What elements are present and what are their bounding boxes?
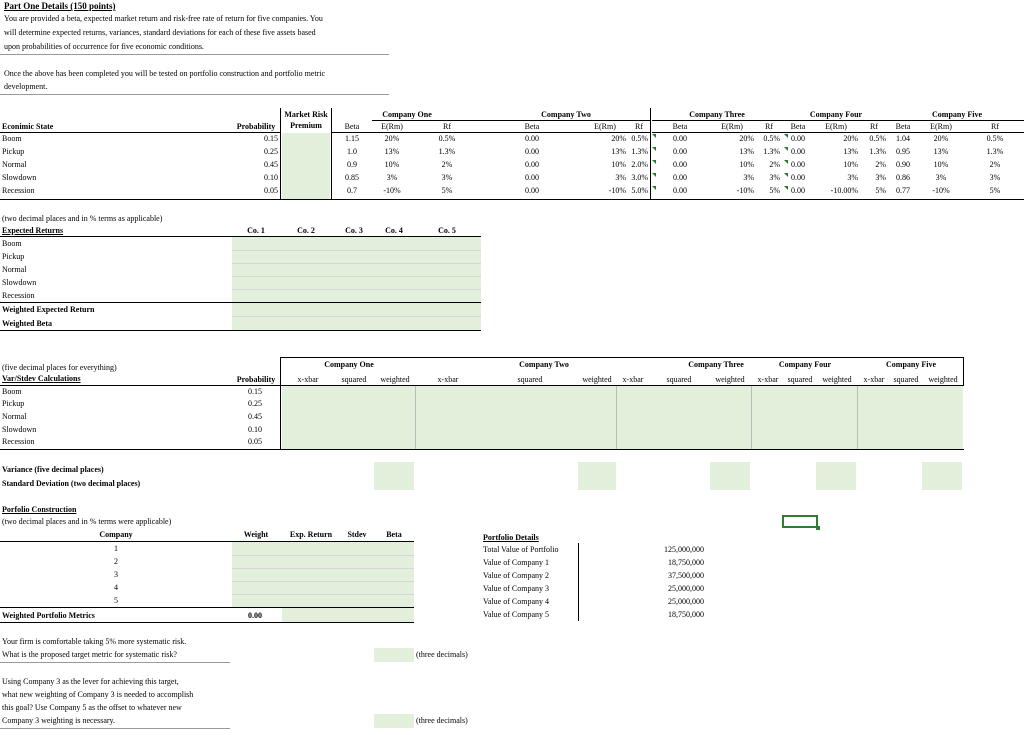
erm-sub: E(Rm) [930, 122, 952, 131]
c1-rf: 0.5% [438, 134, 456, 143]
company-four-header: Company Four [778, 360, 832, 369]
company-three-header: Company Three [688, 360, 744, 369]
detail-label: Total Value of Portfolio [483, 545, 559, 554]
probability-header: Probability [236, 375, 276, 384]
c2-rf: 2.0% [631, 160, 648, 169]
question-line: Your firm is comfortable taking 5% more systematic risk. [2, 637, 187, 646]
col-co5: Co. 5 [438, 226, 456, 235]
rf-sub: Rf [635, 122, 643, 131]
company-five-header: Company Five [886, 360, 936, 369]
rule [482, 120, 650, 121]
company-number: 2 [114, 557, 118, 566]
intro-line: development. [4, 82, 48, 91]
detail-value: 125,000,000 [664, 545, 704, 554]
c5-beta: 0.95 [896, 147, 910, 156]
exp-return-header: Exp. Return [289, 530, 333, 539]
xbar-sub: x-xbar [437, 375, 459, 384]
squared-sub: squared [666, 375, 692, 384]
answer-note: (three decimals) [416, 650, 468, 659]
c3-erm: 10% [739, 160, 754, 169]
c1-erm: 10% [384, 160, 400, 169]
state-label: Pickup [2, 147, 25, 156]
c4-beta: 0.00 [791, 186, 805, 195]
gridline [232, 594, 414, 595]
question-line: Company 3 weighting is necessary. [2, 716, 116, 725]
detail-label: Value of Company 4 [483, 597, 549, 606]
company-number: 1 [114, 544, 118, 553]
company3-weight-answer-cell[interactable] [374, 714, 414, 728]
col-co4: Co. 4 [385, 226, 403, 235]
prob-value: 0.05 [264, 186, 278, 195]
c3-erm: 3% [743, 173, 754, 182]
gridline [232, 316, 481, 317]
error-indicator-icon [784, 173, 788, 177]
erm-sub: E(Rm) [721, 122, 743, 131]
c1-beta: 1.15 [345, 134, 359, 143]
erm-sub: E(Rm) [825, 122, 847, 131]
c5-beta: 1.04 [896, 134, 910, 143]
state-header: Econimic State [2, 122, 54, 131]
c4-beta: 0.00 [791, 173, 805, 182]
detail-value: 25,000,000 [668, 597, 704, 606]
c4-beta: 0.00 [791, 160, 805, 169]
variance-cell-c5[interactable] [922, 462, 962, 490]
c2-rf: 1.3% [631, 147, 648, 156]
stdev-label: Standard Deviation (two decimal places) [2, 479, 141, 488]
row-label: Pickup [2, 252, 25, 261]
gridline [232, 276, 481, 277]
c2-beta: 0.00 [525, 134, 539, 143]
c1-rf: 5% [441, 186, 453, 195]
company-number: 3 [114, 570, 118, 579]
c4-beta: 0.00 [791, 147, 805, 156]
question-line: What is the proposed target metric for systematic risk? [2, 650, 177, 659]
intro-line: Once the above has been completed you will be tested on portfolio construction and portfolio metric [4, 69, 326, 78]
weighted-sub: weighted [715, 375, 745, 384]
error-indicator-icon [784, 147, 788, 151]
market-risk-label: Market Risk [284, 110, 328, 119]
rf-sub: Rf [443, 122, 451, 131]
intro-line: will determine expected returns, variances, standard deviations for each of these five assets based [4, 28, 316, 37]
prob-value: 0.15 [248, 387, 262, 396]
detail-label: Value of Company 5 [483, 610, 549, 619]
company-one-header: Company One [382, 110, 432, 119]
c1-beta: 0.7 [347, 186, 357, 195]
row-label: Normal [2, 265, 27, 274]
beta-sub: Beta [344, 122, 360, 131]
rule [751, 386, 752, 449]
row-label: Boom [2, 239, 22, 248]
c2-erm: 3% [615, 173, 626, 182]
gridline [232, 555, 414, 556]
error-indicator-icon [652, 134, 656, 138]
gridline [232, 250, 481, 251]
prob-value: 0.15 [264, 134, 278, 143]
c4-erm: 3% [847, 173, 858, 182]
var-stdev-heading: Var/Stdev Calculations [2, 374, 81, 383]
rule [0, 302, 481, 303]
row-label: Recession [2, 291, 35, 300]
c2-erm: 10% [611, 160, 626, 169]
prob-value: 0.25 [264, 147, 278, 156]
error-indicator-icon [652, 160, 656, 164]
error-indicator-icon [784, 160, 788, 164]
weighted-expected-return-label: Weighted Expected Return [2, 305, 95, 314]
company-two-header: Company Two [541, 110, 591, 119]
gridline [232, 263, 481, 264]
expected-returns-heading: Expected Returns [2, 226, 64, 235]
row-label: Pickup [2, 399, 25, 408]
c4-erm: 13% [843, 147, 858, 156]
prob-value: 0.10 [248, 425, 262, 434]
c5-rf: 2% [989, 160, 1001, 169]
weighted-sub: weighted [380, 375, 410, 384]
row-label: Slowdown [2, 425, 37, 434]
squared-sub: squared [787, 375, 813, 384]
c3-erm: 20% [739, 134, 754, 143]
c4-rf: 3% [875, 173, 886, 182]
c1-beta: 0.85 [345, 173, 359, 182]
prob-value: 0.45 [264, 160, 278, 169]
company-two-header: Company Two [519, 360, 569, 369]
beta-sub: Beta [672, 122, 688, 131]
intro-line: upon probabilities of occurrence for five economic conditions. [4, 42, 204, 51]
variance-cell-c3[interactable] [710, 462, 750, 490]
c2-beta: 0.00 [525, 147, 539, 156]
c3-rf: 1.3% [763, 147, 780, 156]
variance-label: Variance (five decimal places) [2, 465, 104, 474]
xbar-sub: x-xbar [757, 375, 779, 384]
question-line: what new weighting of Company 3 is needed to accomplish [2, 690, 194, 699]
c5-erm: 3% [935, 173, 947, 182]
var-stdev-input-area[interactable] [282, 386, 963, 449]
gridline [232, 289, 481, 290]
divider [0, 728, 230, 729]
c4-rf: 5% [875, 186, 886, 195]
c2-rf: 0.5% [631, 134, 648, 143]
row-label: Normal [2, 412, 27, 421]
c4-erm: 20% [843, 134, 858, 143]
c3-rf: 3% [769, 173, 780, 182]
xbar-sub: x-xbar [863, 375, 885, 384]
rf-sub: Rf [870, 122, 878, 131]
section4-note: (two decimal places and in % terms were applicable) [2, 517, 172, 526]
divider [0, 94, 389, 95]
rule [578, 543, 579, 621]
detail-label: Value of Company 1 [483, 558, 549, 567]
c5-beta: 0.86 [896, 173, 910, 182]
metrics-input-area[interactable] [282, 608, 414, 622]
rule [652, 120, 1024, 121]
state-label: Normal [2, 160, 27, 169]
c1-rf: 2% [441, 160, 453, 169]
beta-sub: Beta [524, 122, 540, 131]
c4-rf: 0.5% [869, 134, 886, 143]
c5-rf: 5% [989, 186, 1001, 195]
weighted-sub: weighted [582, 375, 612, 384]
weight-total-value: 0.00 [248, 611, 262, 620]
state-label: Boom [2, 134, 22, 143]
c4-rf: 1.3% [869, 147, 886, 156]
erm-sub: E(Rm) [381, 122, 403, 131]
weight-header: Weight [243, 530, 269, 539]
rule [616, 386, 617, 449]
company-four-header: Company Four [809, 110, 863, 119]
c5-beta: 0.77 [896, 186, 910, 195]
c3-rf: 2% [769, 160, 780, 169]
rule [0, 132, 280, 133]
c4-rf: 2% [875, 160, 886, 169]
rule [0, 199, 1024, 200]
c1-rf: 3% [441, 173, 453, 182]
c1-beta: 0.9 [347, 160, 357, 169]
rule [650, 108, 651, 200]
weighted-sub: weighted [822, 375, 852, 384]
prob-value: 0.25 [248, 399, 262, 408]
detail-value: 18,750,000 [668, 558, 704, 567]
xbar-sub: x-xbar [297, 375, 319, 384]
c3-beta: 0.00 [673, 160, 687, 169]
rule [963, 357, 964, 386]
company-number: 5 [114, 596, 118, 605]
rule [280, 357, 281, 450]
col-co1: Co. 1 [247, 226, 265, 235]
rule [372, 120, 482, 121]
detail-value: 18,750,000 [668, 610, 704, 619]
weighted-portfolio-metrics-label: Weighted Portfolio Metrics [2, 611, 95, 620]
squared-sub: squared [341, 375, 367, 384]
error-indicator-icon [652, 186, 656, 190]
company-one-header: Company One [324, 360, 374, 369]
divider [0, 662, 230, 663]
c5-erm: 10% [933, 160, 949, 169]
c4-erm: -10.00% [830, 186, 858, 195]
c1-beta: 1.0 [347, 147, 357, 156]
c1-erm: 3% [386, 173, 398, 182]
row-label: Recession [2, 437, 35, 446]
c3-beta: 0.00 [673, 186, 687, 195]
error-indicator-icon [652, 173, 656, 177]
beta-header: Beta [386, 530, 402, 539]
rule [652, 132, 1024, 133]
c3-erm: 13% [739, 147, 754, 156]
state-label: Recession [2, 186, 35, 195]
premium-input-area[interactable] [282, 133, 330, 199]
c5-rf: 0.5% [986, 134, 1004, 143]
rule [280, 108, 281, 200]
c2-beta: 0.00 [525, 173, 539, 182]
c4-beta: 0.00 [791, 134, 805, 143]
selected-cell[interactable] [782, 515, 818, 528]
c3-rf: 5% [769, 186, 780, 195]
squared-sub: squared [893, 375, 919, 384]
variance-cell-c1[interactable] [374, 462, 414, 490]
detail-label: Value of Company 2 [483, 571, 549, 580]
intro-title: Part One Details (150 points) [4, 1, 116, 11]
rule [0, 449, 964, 450]
company-header: Company [99, 530, 133, 539]
portfolio-construction-title: Porfolio Construction [2, 505, 77, 514]
rule [857, 386, 858, 449]
portfolio-details-title: Portfolio Details [483, 533, 539, 542]
c3-beta: 0.00 [673, 147, 687, 156]
company-five-header: Company Five [932, 110, 982, 119]
row-label: Slowdown [2, 278, 37, 287]
c4-erm: 10% [843, 160, 858, 169]
c2-erm: 13% [611, 147, 626, 156]
rule [332, 132, 482, 133]
c5-erm: 13% [933, 147, 949, 156]
col-co3: Co. 3 [345, 226, 363, 235]
c5-rf: 3% [989, 173, 1001, 182]
section3-note: (five decimal places for everything) [2, 363, 117, 372]
probability-header: Probability [236, 122, 276, 131]
answer-note: (three decimals) [416, 716, 468, 725]
c2-beta: 0.00 [525, 186, 539, 195]
company-three-header: Company Three [689, 110, 745, 119]
row-label: Boom [2, 387, 22, 396]
c2-erm: 20% [611, 134, 626, 143]
c1-erm: -10% [383, 186, 401, 195]
rf-sub: Rf [991, 122, 999, 131]
section2-note: (two decimal places and in % terms as applicable) [2, 214, 163, 223]
c2-erm: -10% [608, 186, 626, 195]
c3-erm: -10% [736, 186, 754, 195]
c3-rf: 0.5% [763, 134, 780, 143]
rule [415, 386, 416, 449]
gridline [232, 568, 414, 569]
target-metric-answer-cell[interactable] [374, 648, 414, 662]
error-indicator-icon [784, 134, 788, 138]
detail-value: 25,000,000 [668, 584, 704, 593]
rule [482, 132, 650, 133]
prob-value: 0.45 [248, 412, 262, 421]
question-line: this goal? Use Company 5 as the offset to whatever new [2, 703, 182, 712]
error-indicator-icon [652, 147, 656, 151]
divider [0, 54, 389, 55]
stdev-header: Stdev [347, 530, 367, 539]
rf-sub: Rf [765, 122, 773, 131]
gridline [232, 581, 414, 582]
portfolio-input-area[interactable] [232, 542, 414, 607]
erm-sub: E(Rm) [594, 122, 616, 131]
c2-rf: 3.0% [631, 173, 648, 182]
company-number: 4 [114, 583, 118, 592]
detail-value: 37,500,000 [668, 571, 704, 580]
premium-label: Premium [290, 121, 322, 130]
intro-line: You are provided a beta, expected market return and risk-free rate of return for five companies. You [4, 14, 323, 23]
beta-sub: Beta [895, 122, 911, 131]
c5-rf: 1.3% [986, 147, 1004, 156]
state-label: Slowdown [2, 173, 37, 182]
xbar-sub: x-xbar [622, 375, 644, 384]
prob-value: 0.05 [248, 437, 262, 446]
c3-beta: 0.00 [673, 134, 687, 143]
question-line: Using Company 3 as the lever for achieving this target, [2, 677, 179, 686]
error-indicator-icon [784, 186, 788, 190]
squared-sub: squared [517, 375, 543, 384]
c1-rf: 1.3% [438, 147, 456, 156]
c5-beta: 0.90 [896, 160, 910, 169]
prob-value: 0.10 [264, 173, 278, 182]
c2-rf: 5.0% [631, 186, 648, 195]
c5-erm: 20% [933, 134, 949, 143]
rule [0, 622, 414, 623]
c2-beta: 0.00 [525, 160, 539, 169]
weighted-sub: weighted [928, 375, 958, 384]
col-co2: Co. 2 [297, 226, 315, 235]
c5-erm: -10% [932, 186, 950, 195]
c3-beta: 0.00 [673, 173, 687, 182]
weighted-beta-label: Weighted Beta [2, 319, 52, 328]
rule [0, 330, 481, 331]
variance-cell-c2[interactable] [578, 462, 616, 490]
c1-erm: 20% [384, 134, 400, 143]
beta-sub: Beta [790, 122, 806, 131]
variance-cell-c4[interactable] [816, 462, 856, 490]
rule [280, 357, 964, 358]
c1-erm: 13% [384, 147, 400, 156]
detail-label: Value of Company 3 [483, 584, 549, 593]
